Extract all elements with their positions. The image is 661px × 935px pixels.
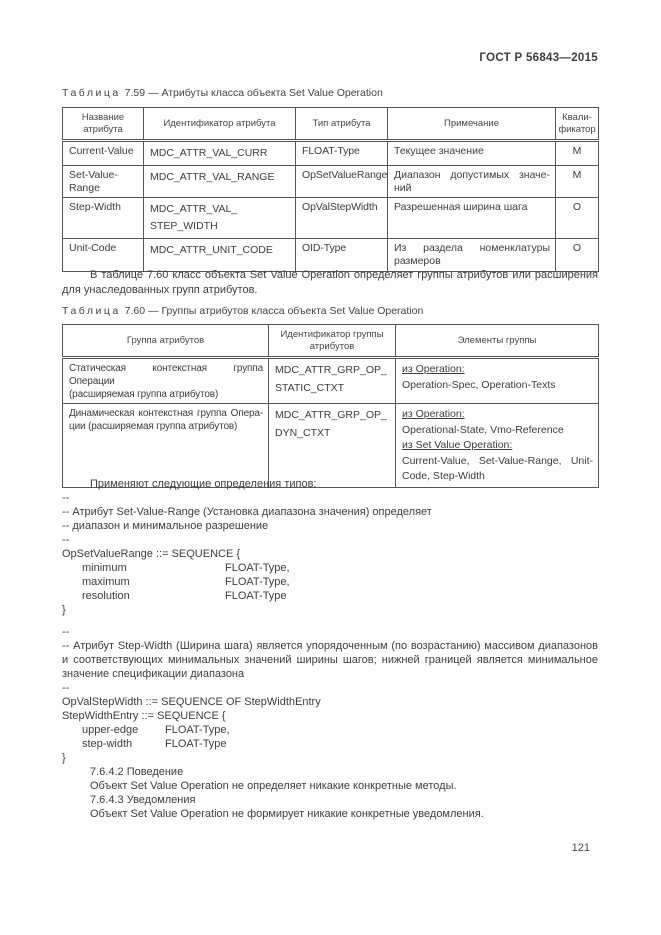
- cell-attr-type: OpValStepWidth: [296, 197, 388, 238]
- asn1-sequence-close: }: [62, 604, 66, 616]
- section-heading: 7.6.4.2 Поведение: [90, 766, 184, 778]
- cell-group: [63, 358, 269, 404]
- paragraph-line: для унаследованных групп атрибутов.: [62, 284, 258, 296]
- field-name: step-width: [82, 738, 133, 750]
- id-line: STATIC_CTXT: [275, 381, 345, 394]
- field-type: FLOAT-Type,: [225, 576, 290, 588]
- column-header: Идентификатор группы атрибутов: [269, 325, 396, 358]
- table-759-caption-word: Таблица: [62, 87, 121, 99]
- cell-attr-name: Step-Width: [63, 197, 144, 238]
- note-line: ний: [394, 181, 412, 194]
- section-body: Объект Set Value Operation не определяет никакие конкретные методы.: [90, 780, 457, 792]
- field-type: FLOAT-Type,: [165, 724, 230, 736]
- element-line: Operation-Spec, Operation-Texts: [402, 378, 556, 391]
- column-header: Идентификатор атрибута: [144, 108, 296, 141]
- id-line: DYN_CTXT: [275, 426, 331, 439]
- asn1-comment-line: --: [62, 626, 70, 638]
- asn1-field: [62, 723, 598, 737]
- cell-qualifier: M: [556, 165, 599, 197]
- paragraph: [62, 268, 598, 298]
- column-header: Группа атрибутов: [63, 325, 269, 358]
- asn1-comment-line: --: [62, 682, 70, 694]
- column-header: Примечание: [388, 108, 556, 141]
- group-line: (расширяемая группа атрибутов): [69, 389, 219, 400]
- cell-elements: [396, 404, 599, 488]
- id-line: MDC_ATTR_VAL_RANGE: [150, 170, 275, 183]
- column-header: Название атрибута: [63, 108, 144, 141]
- cell-attr-type: OID-Type: [296, 238, 388, 271]
- asn1-field: [62, 589, 598, 603]
- asn1-comment-line: -- Атрибут Set-Value-Range (Установка диапазона значения) определяет: [62, 506, 432, 518]
- note-line: размеров: [394, 254, 441, 267]
- table-row: [63, 238, 599, 271]
- id-line: STEP_WIDTH: [150, 220, 218, 232]
- asn1-sequence-close: }: [62, 752, 66, 764]
- cell-attr-name: Unit-Code: [63, 238, 144, 271]
- asn1-field: [62, 737, 598, 751]
- asn1-comment-line: и соответствующих минимальных значений ширины шагов; нижней границей является минимальное: [62, 654, 598, 666]
- column-header: Тип атрибута: [296, 108, 388, 141]
- table-760-caption-text: 7.60 — Группы атрибутов класса объекта Set Value Operation: [124, 305, 424, 317]
- field-name: resolution: [82, 590, 130, 602]
- table-760-header-row: [63, 325, 599, 358]
- table-row: [63, 165, 599, 197]
- column-header: Квали-фикатор: [556, 108, 599, 141]
- column-header: Элементы группы: [396, 325, 599, 358]
- note-line: Диапазон допустимых значе-: [394, 168, 550, 181]
- cell-group-id: [269, 404, 396, 488]
- table-row: [63, 404, 599, 488]
- asn1-field: [62, 575, 598, 589]
- definitions-intro: Применяют следующие определения типов:: [90, 478, 317, 490]
- asn1-comment-line: -- диапазон и минимальное разрешение: [62, 520, 269, 532]
- cell-note: [388, 197, 556, 238]
- cell-qualifier: M: [556, 141, 599, 166]
- element-line: из Operation:: [402, 363, 465, 375]
- id-line: MDC_ATTR_VAL_CURR: [150, 147, 268, 159]
- field-type: FLOAT-Type: [165, 738, 227, 750]
- cell-qualifier: O: [556, 197, 599, 238]
- id-line: MDC_ATTR_UNIT_CODE: [150, 243, 273, 256]
- table-row: [63, 358, 599, 404]
- note-line: Текущее значение: [394, 145, 484, 157]
- section-body: Объект Set Value Operation не формирует никакие конкретные уведомления.: [90, 808, 484, 820]
- note-line: Разрешенная ширина шага: [394, 200, 528, 213]
- cell-attr-type: FLOAT-Type: [296, 141, 388, 166]
- cell-qualifier: O: [556, 238, 599, 271]
- asn1-comment-line: --: [62, 534, 70, 546]
- cell-attr-id: [144, 238, 296, 271]
- element-line: Current-Value, Set-Value-Range, Unit-Code, Step-Width: [402, 454, 593, 482]
- paragraph-line: В таблице 7.60 класс объекта Set Value Operation определяет группы атрибутов или расширения: [90, 269, 598, 281]
- table-760: [62, 324, 599, 488]
- table-760-caption-word: Таблица: [62, 305, 121, 317]
- table-759-header-row: [63, 108, 599, 141]
- asn1-sequence-head: OpSetValueRange ::= SEQUENCE {: [62, 548, 241, 560]
- field-type: FLOAT-Type,: [225, 562, 290, 574]
- section-heading: 7.6.4.3 Уведомления: [90, 794, 196, 806]
- cell-attr-type: OpSetValueRange: [296, 165, 388, 197]
- cell-attr-id: [144, 165, 296, 197]
- group-line: Динамическая контекстная группа Опера-: [69, 408, 263, 419]
- asn1-comment-line: -- Атрибут Step-Width (Ширина шага) является упорядоченным (по возрастанию) массивом диапазонов: [62, 640, 598, 652]
- table-759-caption: [62, 87, 383, 99]
- cell-note: [388, 238, 556, 271]
- page-number: 121: [571, 842, 590, 854]
- cell-elements: [396, 358, 599, 404]
- id-line: MDC_ATTR_GRP_OP_: [275, 364, 387, 376]
- element-line: из Set Value Operation:: [402, 439, 513, 451]
- group-line: ции (расширяемая группа атрибутов): [69, 421, 238, 432]
- asn1-sequence-head: StepWidthEntry ::= SEQUENCE {: [62, 710, 226, 722]
- cell-attr-name: Set-Value-Range: [63, 165, 144, 197]
- field-name: maximum: [82, 576, 130, 588]
- cell-attr-name: Current-Value: [63, 141, 144, 166]
- asn1-comment-line: значение спецификации диапазона: [62, 668, 245, 680]
- asn1-sequence-head: OpValStepWidth ::= SEQUENCE OF StepWidthEntry: [62, 696, 321, 708]
- asn1-field: [62, 561, 598, 575]
- table-759: [62, 107, 599, 272]
- note-line: Из раздела номенклатуры: [394, 241, 550, 254]
- cell-note: [388, 141, 556, 166]
- cell-attr-id: [144, 141, 296, 166]
- cell-group: [63, 404, 269, 488]
- element-line: из Operation:: [402, 408, 465, 420]
- cell-group-id: [269, 358, 396, 404]
- cell-note: [388, 165, 556, 197]
- table-759-caption-text: 7.59 — Атрибуты класса объекта Set Value Operation: [124, 87, 383, 99]
- doc-code-header: ГОСТ Р 56843—2015: [479, 52, 598, 64]
- asn1-comment-line: --: [62, 492, 70, 504]
- id-line: MDC_ATTR_VAL_: [150, 202, 238, 215]
- cell-attr-id: [144, 197, 296, 238]
- table-row: [63, 197, 599, 238]
- element-line: Operational-State, Vmo-Reference: [402, 423, 564, 436]
- field-name: minimum: [82, 562, 127, 574]
- table-760-caption: [62, 305, 423, 317]
- id-line: MDC_ATTR_GRP_OP_: [275, 409, 387, 421]
- type-definitions: [62, 477, 598, 821]
- table-row: [63, 141, 599, 166]
- field-name: upper-edge: [82, 724, 139, 736]
- group-line: Статическая контекстная группа Операции: [69, 363, 263, 387]
- field-type: FLOAT-Type: [225, 590, 287, 602]
